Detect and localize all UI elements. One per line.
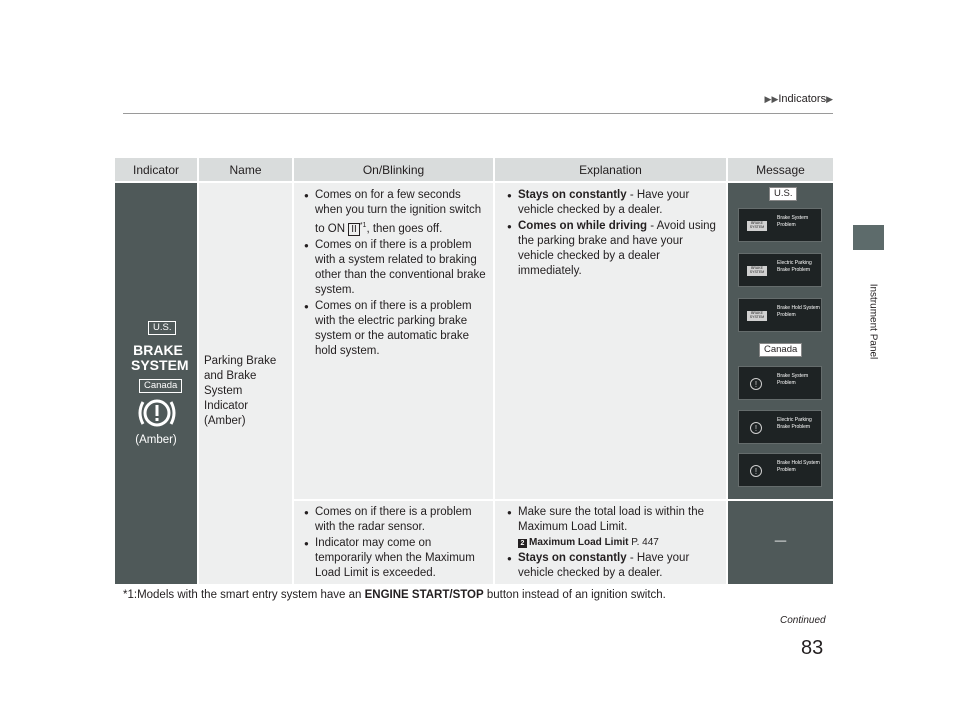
header-divider — [123, 113, 833, 114]
brake-system-icon: BRAKE SYSTEM — [747, 311, 767, 321]
breadcrumb-label[interactable]: Indicators — [778, 93, 827, 105]
list-item: ● Indicator may come on temporarily when the Maximum Load Limit is exceeded. — [304, 536, 487, 581]
name-cell: Parking Brake and Brake System Indicator (Amber) — [199, 183, 292, 584]
list-item: ● Comes on if there is a problem with the radar sensor. — [304, 505, 487, 535]
brake-system-icon: BRAKE SYSTEM — [131, 342, 189, 373]
section-label: Instrument Panel — [867, 283, 879, 360]
column-header-indicator: Indicator — [115, 158, 197, 181]
list-item: ● Comes on while driving - Avoid using the parking brake and have your vehicle checked by a dealer immediately. — [507, 219, 720, 279]
message-display: BRAKE SYSTEM Brake System Problem — [738, 208, 822, 242]
breadcrumb-arrow-icon: ▶▶ — [764, 94, 779, 104]
us-tag: U.S. — [769, 187, 797, 201]
column-header-name: Name — [199, 158, 292, 181]
message-display: ! Brake System Problem — [738, 366, 822, 400]
explanation-cell — [495, 183, 726, 499]
reference-icon: 2 — [518, 539, 527, 548]
message-display: BRAKE SYSTEM Brake Hold System Problem — [738, 298, 822, 332]
explanation-cell — [495, 501, 726, 584]
list-item: ● Comes on if there is a problem with a system related to braking other than the conventional brake system. — [304, 238, 487, 298]
brake-warning-icon: ! — [750, 465, 762, 477]
list-item: ● Stays on constantly - Have your vehicle checked by a dealer. — [507, 551, 720, 581]
list-item: ● Make sure the total load is within the Maximum Load Limit. 2 Maximum Load Limit P. 447 — [507, 505, 720, 550]
section-tab — [853, 225, 884, 250]
message-display: BRAKE SYSTEM Electric Parking Brake Problem — [738, 253, 822, 287]
list-item: ● Stays on constantly - Have your vehicle checked by a dealer. — [507, 188, 720, 218]
indicator-cell — [115, 183, 197, 584]
canada-tag: Canada — [759, 343, 802, 357]
brake-warning-icon: ! — [750, 422, 762, 434]
continued-label: Continued — [780, 615, 826, 626]
list-item: ● Comes on if there is a problem with the electric parking brake system or the automatic brake hold system. — [304, 299, 487, 359]
breadcrumb — [616, 93, 833, 105]
brake-warning-icon: ! — [750, 378, 762, 390]
message-cell — [728, 183, 833, 499]
on-blinking-cell — [294, 501, 493, 584]
brake-system-icon: BRAKE SYSTEM — [747, 266, 767, 276]
canada-tag: Canada — [139, 379, 182, 393]
page-reference[interactable]: 2 Maximum Load Limit P. 447 — [518, 537, 659, 548]
breadcrumb-arrow-icon: ▶ — [826, 94, 833, 104]
page-number: 83 — [801, 637, 824, 659]
message-display: ! Brake Hold System Problem — [738, 453, 822, 487]
on-blinking-cell — [294, 183, 493, 499]
message-cell: — — [728, 501, 833, 584]
list-item: ● Comes on for a few seconds when you turn the ignition switch to ON II $^{*1}$, then goes off. — [304, 188, 487, 237]
footnote: *1:Models with the smart entry system have an ENGINE START/STOP button instead of an ignition switch. — [123, 589, 666, 601]
message-display: ! Electric Parking Brake Problem — [738, 410, 822, 444]
column-header-on-blinking: On/Blinking — [294, 158, 493, 181]
us-tag: U.S. — [148, 321, 176, 335]
indicator-color: (Amber) — [135, 434, 177, 446]
column-header-explanation: Explanation — [495, 158, 726, 181]
ignition-ii-icon: II — [348, 223, 360, 236]
column-header-message: Message — [728, 158, 833, 181]
brake-warning-icon — [138, 397, 176, 429]
brake-system-icon: BRAKE SYSTEM — [747, 221, 767, 231]
